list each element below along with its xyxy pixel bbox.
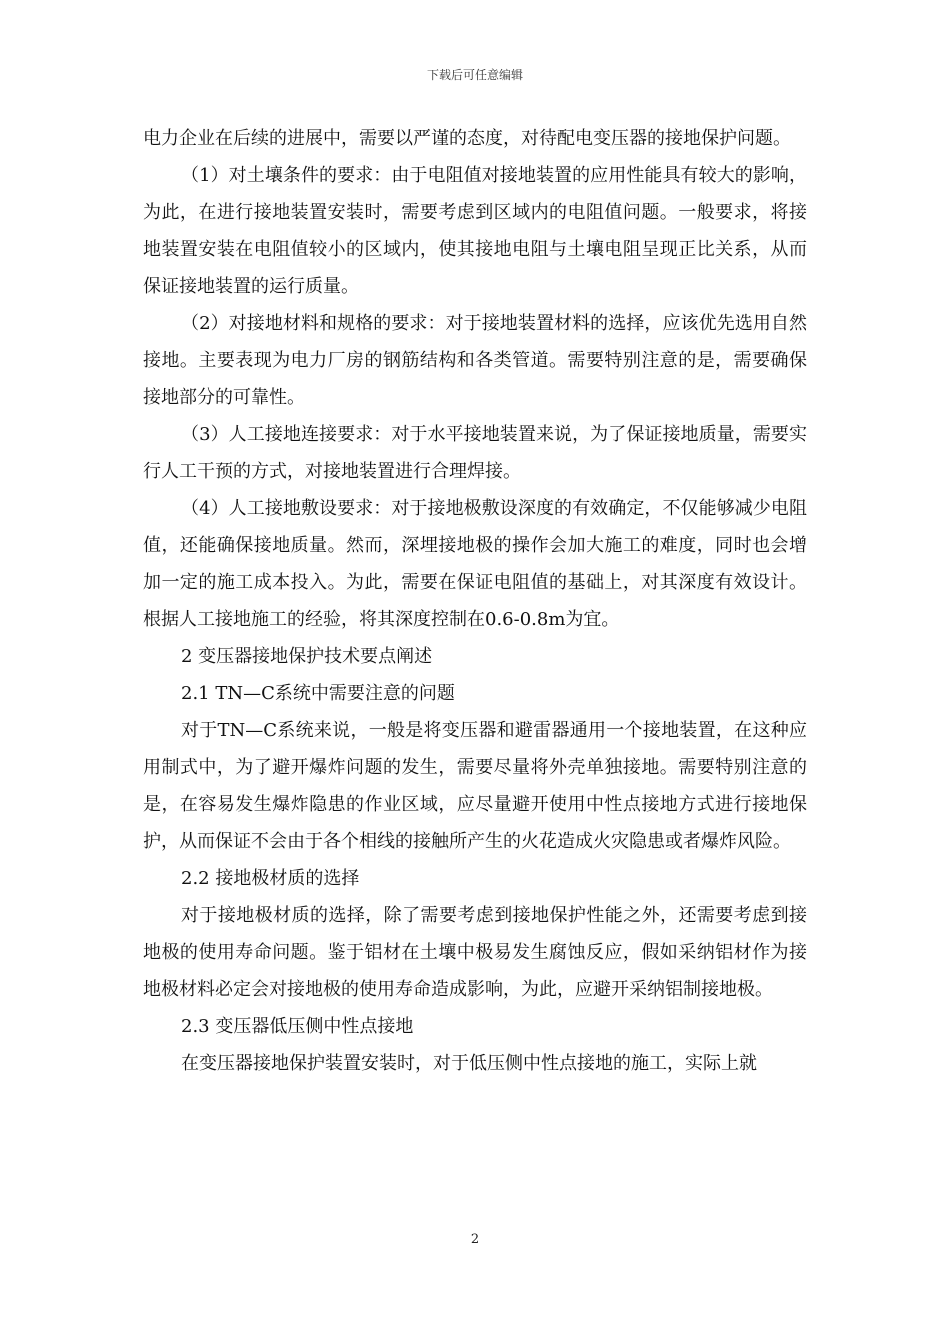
section-heading-2: 2 变压器接地保护技术要点阐述 — [181, 646, 433, 667]
paragraph-connection-requirements: （3）人工接地连接要求：对于水平接地装置来说，为了保证接地质量，需要实行人工干预的方式，对接地装置进行合理焊接。 — [143, 424, 807, 482]
paragraph-intro-continuation: 电力企业在后续的进展中，需要以严谨的态度，对待配电变压器的接地保护问题。 — [143, 128, 791, 149]
paragraph-material-requirements: （2）对接地材料和规格的要求：对于接地装置材料的选择，应该优先选用自然接地。主要表现为电力厂房的钢筋结构和各类管道。需要特别注意的是，需要确保接地部分的可靠性。 — [143, 313, 807, 408]
page-number: 2 — [470, 1232, 480, 1247]
paragraph-soil-requirements: （1）对土壤条件的要求：由于电阻值对接地装置的应用性能具有较大的影响，为此，在进行接地装置安装时，需要考虑到区域内的电阻值问题。一般要求，将接地装置安装在电阻值较小的区域内，使其接地电阻与土壤电阻呈现正比关系，从而保证接地装置的运行质量。 — [143, 165, 807, 297]
section-heading-2-3: 2.3 变压器低压侧中性点接地 — [181, 1016, 414, 1037]
section-heading-2-2: 2.2 接地极材质的选择 — [181, 868, 360, 889]
section-heading-2-1: 2.1 TN—C系统中需要注意的问题 — [181, 683, 455, 704]
paragraph-laying-requirements: （4）人工接地敷设要求：对于接地极敷设深度的有效确定，不仅能够减少电阻值，还能确保接地质量。然而，深埋接地极的操作会加大施工的难度，同时也会增加一定的施工成本投入。为此，需要在保证电阻值的基础上，对其深度有效设计。根据人工接地施工的经验，将其深度控制在0.6-0.8m为宜。 — [143, 498, 807, 630]
document-body — [143, 120, 807, 1082]
paragraph-neutral-grounding: 在变压器接地保护装置安装时，对于低压侧中性点接地的施工，实际上就 — [181, 1053, 757, 1074]
paragraph-electrode-material: 对于接地极材质的选择，除了需要考虑到接地保护性能之外，还需要考虑到接地极的使用寿命问题。鉴于铝材在土壤中极易发生腐蚀反应，假如采纳铝材作为接地极材料必定会对接地极的使用寿命造成影响，为此，应避开采纳铝制接地极。 — [143, 905, 807, 1000]
page-header: 下载后可任意编辑 — [426, 68, 523, 82]
paragraph-tn-c-system: 对于TN—C系统来说，一般是将变压器和避雷器通用一个接地装置，在这种应用制式中，为了避开爆炸问题的发生，需要尽量将外壳单独接地。需要特别注意的是，在容易发生爆炸隐患的作业区域，应尽量避开使用中性点接地方式进行接地保护，从而保证不会由于各个相线的接触所产生的火花造成火灾隐患或者爆炸风险。 — [143, 720, 807, 852]
